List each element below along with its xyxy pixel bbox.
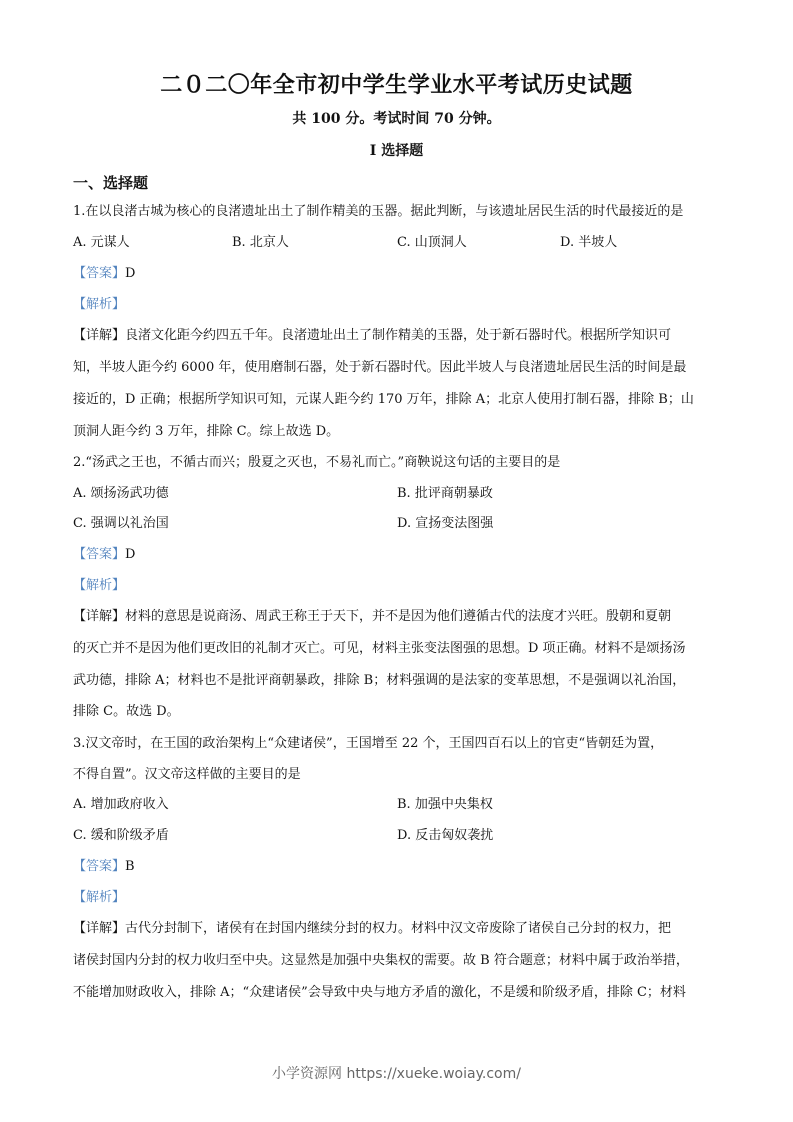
q1-option-c: C. 山顶洞人 (397, 235, 467, 250)
q3-detail-line: 诸侯封国内分封的权力收归至中央。这显然是加强中央集权的需要。故 B 符合题意；材料中属于政治举措， (73, 953, 689, 968)
detail-label: 【详解】 (73, 328, 126, 343)
answer-label: 【答案】 (73, 547, 126, 562)
q2-detail-line: 【详解】材料的意思是说商汤、周武王称王于天下，并不是因为他们遵循古代的法度才兴旺。殷朝和夏朝 (73, 609, 672, 624)
q2-analysis-label: 【解析】 (73, 578, 126, 593)
q2-detail-line: 武功德，排除 A；材料也不是批评商朝暴政，排除 B；材料强调的是法家的变革思想，不是强调以礼治国， (73, 673, 686, 688)
q1-detail-line: 接近的，D 正确；根据所学知识可知，元谋人距今约 170 万年，排除 A；北京人使用打制石器，排除 B；山 (73, 392, 694, 407)
q1-option-d: D. 半坡人 (560, 235, 618, 250)
part-heading: I 选择题 (369, 143, 424, 159)
q2-detail-line: 排除 C。故选 D。 (73, 704, 180, 719)
answer-value: D (125, 266, 136, 281)
answer-label: 【答案】 (73, 859, 126, 874)
q2-detail-line: 的灭亡并不是因为他们更改旧的礼制才灭亡。可见，材料主张变法图强的思想。D 项正确。材料不是颂扬汤 (73, 641, 686, 656)
footer-watermark: 小学资源网 https://xueke.woiay.com/ (272, 1066, 521, 1082)
question-3-stem: 3.汉文帝时，在王国的政治架构上“众建诸侯”，王国增至 22 个，王国四百石以上的官吏“皆朝廷为置， (73, 736, 664, 751)
answer-value: D (125, 547, 136, 562)
detail-label: 【详解】 (73, 921, 126, 936)
q3-option-a: A. 增加政府收入 (73, 797, 169, 812)
q2-option-b: B. 批评商朝暴政 (397, 486, 493, 501)
q2-option-a: A. 颂扬汤武功德 (73, 486, 169, 501)
detail-label: 【详解】 (73, 609, 126, 624)
q1-analysis-label: 【解析】 (73, 297, 126, 312)
q3-answer (73, 858, 135, 876)
q1-option-a: A. 元谋人 (73, 235, 130, 250)
question-2-stem: 2.“汤武之王也，不循古而兴；殷夏之灭也，不易礼而亡。”商鞅说这句话的主要目的是 (73, 455, 561, 470)
q3-detail-line: 不能增加财政收入，排除 A；“众建诸侯”会导致中央与地方矛盾的激化，不是缓和阶级矛盾，排除 C；材料 (73, 985, 686, 1000)
question-1-stem: 1.在以良渚古城为核心的良渚遗址出土了制作精美的玉器。据此判断，与该遗址居民生活的时代最接近的是 (73, 204, 684, 219)
answer-label: 【答案】 (73, 266, 126, 281)
exam-subtitle: 共 100 分。考试时间 70 分钟。 (292, 111, 501, 127)
answer-value: B (125, 859, 135, 874)
q3-option-d: D. 反击匈奴袭扰 (397, 828, 494, 843)
exam-title: 二０二〇年全市初中学生学业水平考试历史试题 (160, 72, 633, 98)
q1-detail-line: 顶洞人距今约 3 万年，排除 C。综上故选 D。 (73, 424, 340, 439)
q3-analysis-label: 【解析】 (73, 890, 126, 905)
q3-option-c: C. 缓和阶级矛盾 (73, 828, 169, 843)
question-3-stem: 不得自置”。汉文帝这样做的主要目的是 (73, 767, 301, 782)
q1-answer (73, 265, 135, 283)
q1-detail-line: 【详解】良渚文化距今约四五千年。良渚遗址出土了制作精美的玉器，处于新石器时代。根据所学知识可 (73, 328, 672, 343)
q1-detail-line: 知，半坡人距今约 6000 年，使用磨制石器，处于新石器时代。因此半坡人与良渚遗址居民生活的时间是最 (73, 360, 687, 375)
section-heading: 一、选择题 (73, 174, 149, 192)
q1-option-b: B. 北京人 (232, 235, 289, 250)
q2-option-d: D. 宣扬变法图强 (397, 516, 494, 531)
q2-option-c: C. 强调以礼治国 (73, 516, 169, 531)
q2-answer (73, 546, 135, 564)
q3-option-b: B. 加强中央集权 (397, 797, 493, 812)
q3-detail-line: 【详解】古代分封制下，诸侯有在封国内继续分封的权力。材料中汉文帝废除了诸侯自己分封的权力，把 (73, 921, 672, 936)
